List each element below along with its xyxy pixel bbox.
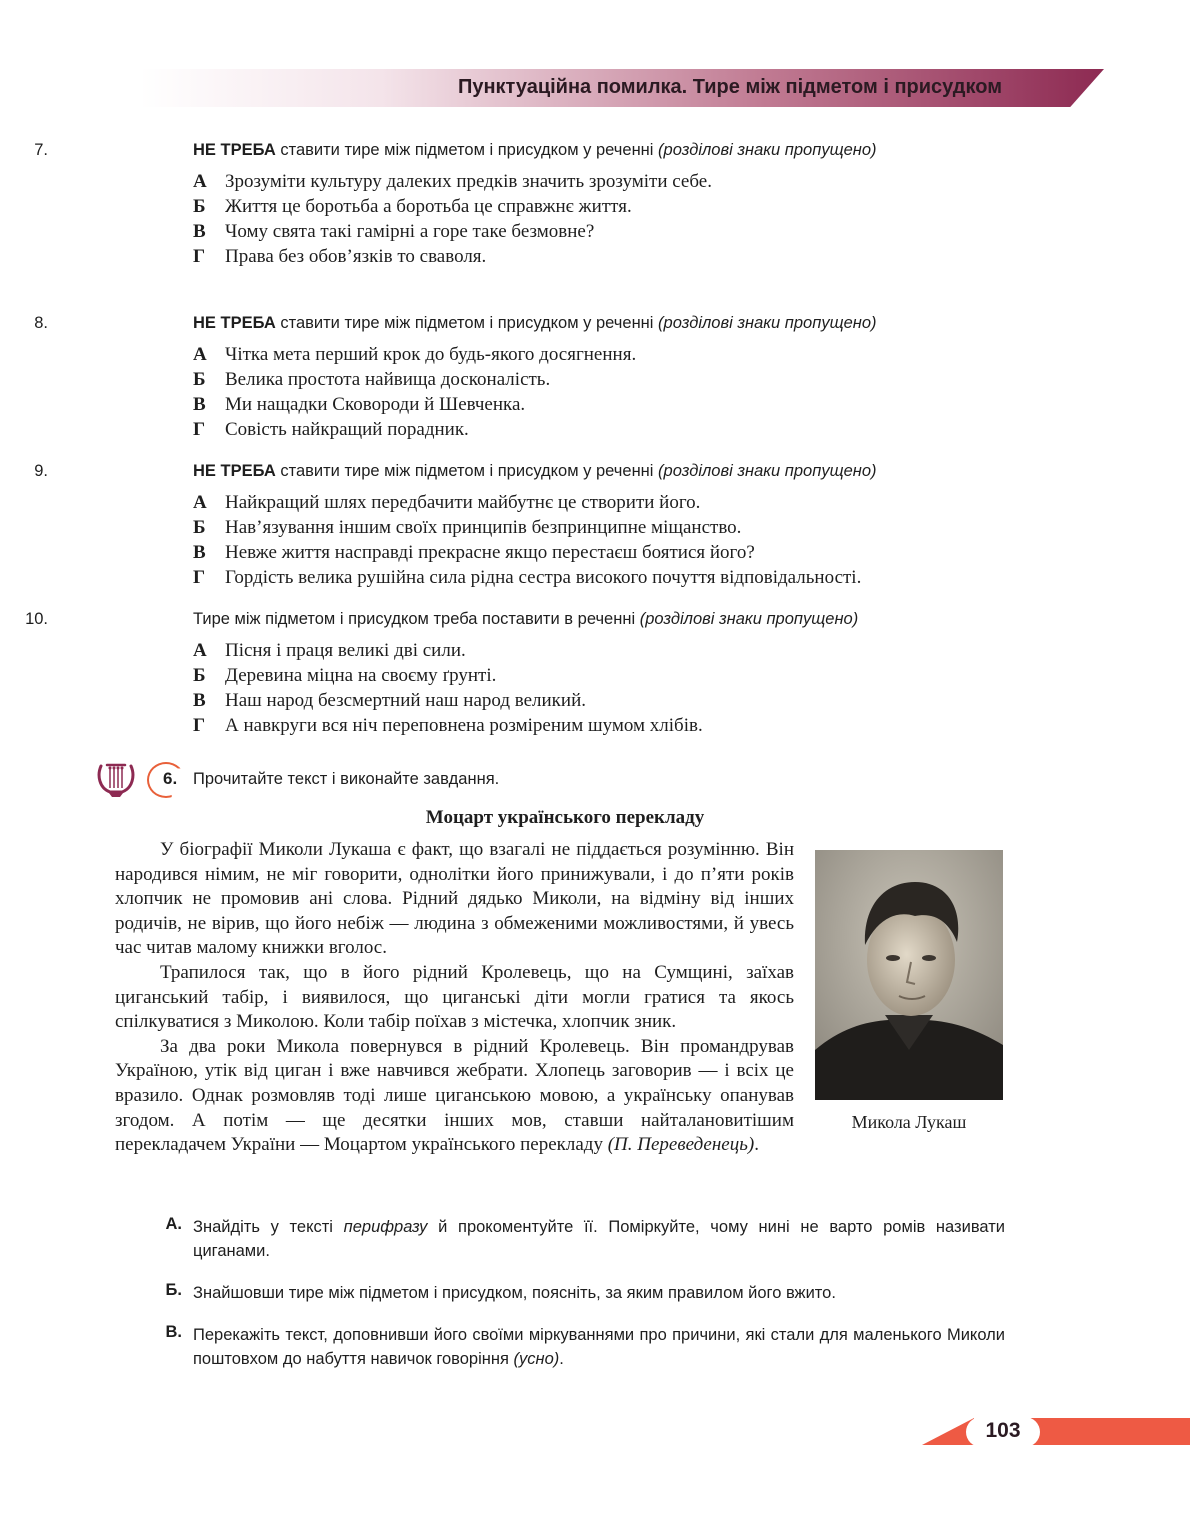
- subtask-letter: А.: [165, 1215, 182, 1233]
- page-number: 103: [985, 1419, 1021, 1442]
- question-text: Тире між підметом і присудком треба поставити в реченні: [193, 610, 640, 628]
- question-text: ставити тире між підметом і присудком у реченні: [275, 314, 659, 332]
- question-number: 8.: [34, 314, 48, 332]
- option-a: А Чітка мета перший крок до будь-якого досягнення.: [193, 344, 637, 365]
- question-number: 7.: [34, 141, 48, 159]
- option-h: Г Права без обов’язків то сваволя.: [193, 246, 487, 267]
- question-emphasis: НЕ ТРЕБА: [193, 141, 276, 159]
- question-note: (розділові знаки пропущено): [658, 314, 877, 332]
- option-v: В Невже життя насправді прекрасне якщо перестаєш боятися його?: [193, 542, 755, 563]
- option-b: Б Життя це боротьба а боротьба це справжнє життя.: [193, 196, 632, 217]
- paragraph: У біографії Миколи Лукаша є факт, що взагалі не піддається розумінню. Він народився німим, не міг говорити, однолітки його принижували, і до п’яти років хлопчик не промовив ані слова. Рідний дядько Миколи, на відміну від інших родичів, не вірив, що його небіж — людина з обмеженими можливостями, й увесь час читав малому книжки вголос.: [115, 839, 794, 959]
- paragraph: Трапилося так, що в його рідний Кролевець, що на Сумщині, заїхав циганський табір, і виявилося, що циганські діти могли гратися та якось спілкуватися з Миколою. Коли табір поїхав з містечка, хлопчик зник.: [115, 961, 794, 1033]
- option-a: А Зрозуміти культуру далеких предків значить зрозуміти себе.: [193, 171, 712, 192]
- page-title: Пунктуаційна помилка. Тире між підметом і присудком: [457, 76, 1002, 98]
- options-list: [193, 640, 703, 740]
- subtask-text: Знайшовши тире між підметом і присудком, поясніть, за яким правилом його вжито.: [193, 1284, 836, 1302]
- question-note: (розділові знаки пропущено): [658, 141, 877, 159]
- option-a: А Пісня і праця великі дві сили.: [193, 640, 466, 661]
- option-h: Г А навкруги вся ніч переповнена розміреним шумом хлібів.: [193, 715, 703, 736]
- subtask-letter: Б.: [165, 1281, 182, 1299]
- question-emphasis: НЕ ТРЕБА: [193, 314, 276, 332]
- question-text: ставити тире між підметом і присудком у реченні: [275, 141, 659, 159]
- subtask-letter: В.: [165, 1323, 182, 1341]
- question-note: (розділові знаки пропущено): [658, 462, 877, 480]
- question-number: 10.: [25, 610, 48, 628]
- text-title: Моцарт українського перекладу: [425, 807, 705, 828]
- subtask-text: Знайдіть у тексті перифразу й прокоментуйте її. Поміркуйте, чому нині не варто ромів називати циганами.: [193, 1218, 1005, 1260]
- options-list: [193, 171, 712, 271]
- lyre-icon: [96, 761, 136, 799]
- portrait-photo: [815, 850, 1003, 1100]
- options-list: [193, 492, 861, 592]
- option-a: А Найкращий шлях передбачити майбутнє це створити його.: [193, 492, 701, 513]
- option-b: Б Нав’язування іншим своїх принципів безпринципне міщанство.: [193, 517, 742, 538]
- task-instruction: Прочитайте текст і виконайте завдання.: [193, 770, 500, 788]
- question-number: 9.: [34, 462, 48, 480]
- subtask-text: Перекажіть текст, доповнивши його своїми міркуваннями про причини, які стали для маленького Миколи поштовхом до набуття навичок говоріння (усно).: [193, 1326, 1005, 1368]
- task-number: 6.: [163, 769, 178, 788]
- option-b: Б Деревина міцна на своєму ґрунті.: [193, 665, 497, 686]
- option-h: Г Гордість велика рушійна сила рідна сестра високого почуття відповідальності.: [193, 567, 862, 588]
- option-v: В Чому свята такі гамірні а горе таке безмовне?: [193, 221, 595, 242]
- options-list: [193, 344, 636, 444]
- photo-caption: Микола Лукаш: [851, 1112, 967, 1132]
- question-text: ставити тире між підметом і присудком у реченні: [275, 462, 659, 480]
- question-note: (розділові знаки пропущено): [639, 610, 859, 628]
- text-source: (П. Переведенець): [607, 1134, 755, 1156]
- reading-text: [115, 838, 794, 1158]
- portrait-illustration: [815, 850, 1003, 1100]
- question-emphasis: НЕ ТРЕБА: [193, 462, 276, 480]
- option-v: В Наш народ безсмертний наш народ великий.: [193, 690, 586, 711]
- option-b: Б Велика простота найвища досконалість.: [193, 369, 551, 390]
- option-h: Г Совість найкращий порадник.: [193, 419, 469, 440]
- paragraph: За два роки Микола повернувся в рідний Кролевець. Він промандрував Україною, утік від циган і вже навчився жебрати. Хлопець заговорив — і всіх це вразило. Однак розмовляв тоді лише циганською мовою, а українську опанував згодом. А потім — ще десятки інших мов, ставши найталановитішим перекладачем України — Моцартом українського перекладу (П. Переведенець).: [115, 1035, 794, 1156]
- option-v: В Ми нащадки Сковороди й Шевченка.: [193, 394, 526, 415]
- footer-band: [1030, 1418, 1190, 1445]
